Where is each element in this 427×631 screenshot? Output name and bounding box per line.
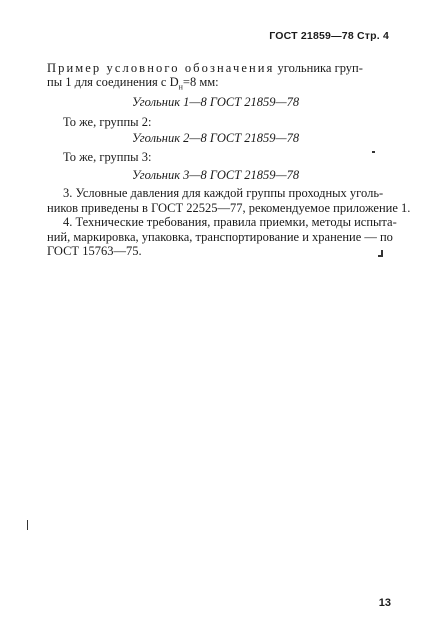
paragraph-3-line-1: 3. Условные давления для каждой группы проходных уголь- xyxy=(63,186,384,200)
paragraph-4-line-2: ний, маркировка, упаковка, транспортирование и хранение — по xyxy=(47,229,393,244)
paragraph-4-line-3: ГОСТ 15763—75. xyxy=(47,244,142,258)
example-formula-2: Угольник 2—8 ГОСТ 21859—78 xyxy=(132,131,300,145)
paragraph-4-line-1: 4. Технические требования, правила приемки, методы испыта- xyxy=(63,215,397,229)
example-label-2: То же, группы 2: xyxy=(63,115,152,129)
intro-line-1 xyxy=(47,61,387,75)
paragraph-3-line-2: ников приведены в ГОСТ 22525—77, рекомендуемое приложение 1. xyxy=(47,200,411,215)
example-formula-3: Угольник 3—8 ГОСТ 21859—78 xyxy=(132,168,300,182)
scan-speck xyxy=(372,151,375,153)
paragraph-4 xyxy=(47,215,397,259)
designation-intro xyxy=(47,61,387,95)
intro-line-2 xyxy=(47,75,387,95)
paragraph-3 xyxy=(47,186,411,215)
scan-speck xyxy=(27,520,28,530)
intro-line-2-text: пы 1 для соединения с D xyxy=(47,75,179,89)
example-formula-1: Угольник 1—8 ГОСТ 21859—78 xyxy=(132,95,300,109)
scan-speck xyxy=(378,255,383,257)
intro-spaced-text: Пример условного обозначения xyxy=(47,61,275,75)
page-header: ГОСТ 21859—78 Стр. 4 xyxy=(269,30,389,42)
intro-line-1-tail: угольника груп- xyxy=(274,61,363,75)
page-number: 13 xyxy=(378,597,391,609)
intro-line-2-tail: =8 мм: xyxy=(182,75,219,89)
intro-subscript: н xyxy=(178,82,183,92)
example-label-3: То же, группы 3: xyxy=(63,150,152,164)
